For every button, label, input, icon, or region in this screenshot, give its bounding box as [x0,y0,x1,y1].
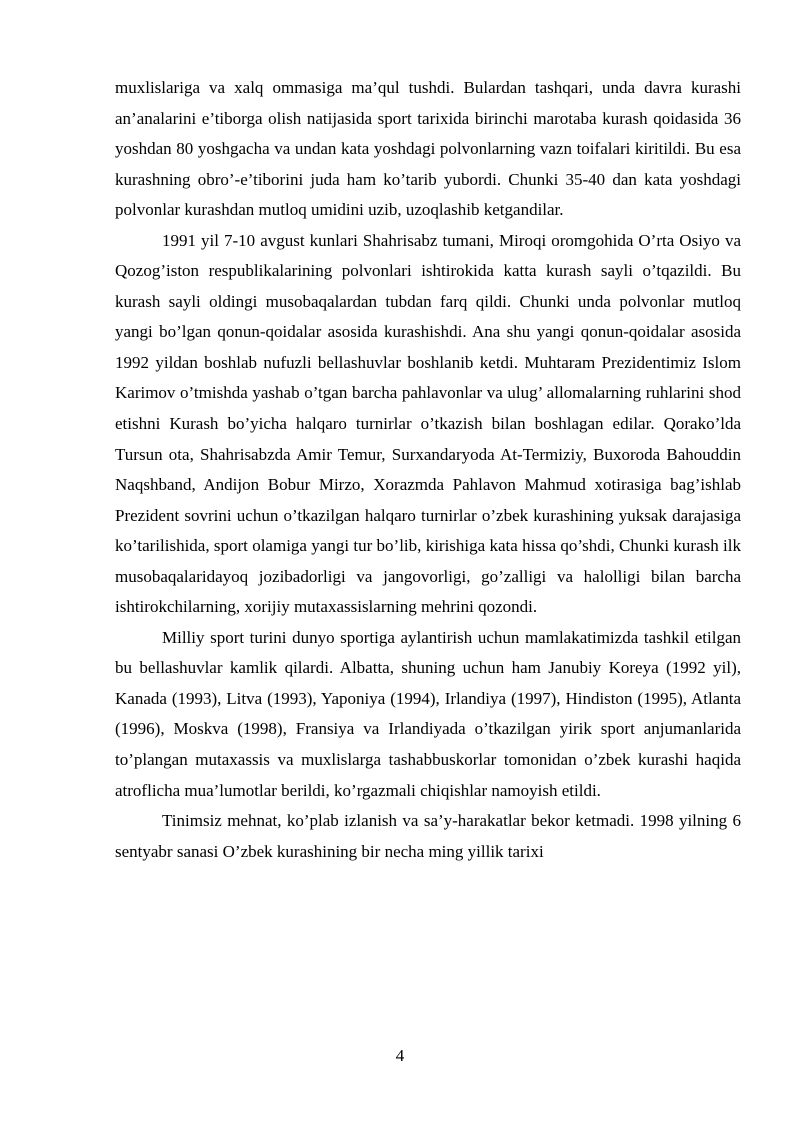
paragraph-3: Milliy sport turini dunyo sportiga aylantirish uchun mamlakatimizda tashkil etilgan bu bellashuvlar kamlik qilardi. Albatta, shuning uchun ham Janubiy Koreya (1992 yil), Kanada (1993), Litva (1993), Yaponiya (1994), Irlandiya (1997), Hindiston (1995), Atlanta (1996), Moskva (1998), Fransiya va Irlandiyada o’tkazilgan yirik sport anjumanlarida to’plangan mutaxassis va muxlislarga tashabbuskorlar tomonidan o’zbek kurashi haqida atroflicha mua’lumotlar berildi, ko’rgazmali chiqishlar namoyish etildi. [115,627,741,800]
page-number: 4 [395,1046,405,1065]
document-body [115,73,741,867]
paragraph-1: muxlislariga va xalq ommasiga ma’qul tushdi. Bulardan tashqari, unda davra kurashi an’analarini e’tiborga olish natijasida sport tarixida birinchi marotaba kurash qoidasida 36 yoshdan 80 yoshgacha va undan kata yoshdagi polvonlarning vazn toifalari kiritildi. Bu esa kurashning obro’-e’tiborini juda ham ko’tarib yubordi. Chunki 35-40 dan kata yoshdagi polvonlar kurashdan mutloq umidini uzib, uzoqlashib ketgandilar. [115,78,741,220]
paragraph-2: 1991 yil 7-10 avgust kunlari Shahrisabz tumani, Miroqi oromgohida O’rta Osiyo va Qozog’iston respublikalarining polvonlari ishtirokida katta kurash sayli o’tqazildi. Bu kurash sayli oldingi musobaqalardan tubdan farq qildi. Chunki unda polvonlar mutloq yangi bo’lgan qonun-qoidalar asosida kurashishdi. Ana shu yangi qonun-qoidalar asosida 1992 yildan boshlab nufuzli bellashuvlar boshlanib ketdi. Muhtaram Prezidentimiz Islom Karimov o’tmishda yashab o’tgan barcha pahlavonlar va ulug’ allomalarning ruhlarini shod etishni Kurash bo’yicha halqaro turnirlar o’tkazish bilan boshlagan edilar. Qorako’lda Tursun ota, Shahrisabzda Amir Temur, Surxandaryoda At-Termiziy, Buxoroda Bahouddin Naqshband, Andijon Bobur Mirzo, Xorazmda Pahlavon Mahmud xotirasiga bag’ishlab Prezident sovrini uchun o’tkazilgan halqaro turnirlar o’zbek kurashining yuksak darajasiga ko’tarilishida, sport olamiga yangi tur bo’lib, kirishiga kata hissa qo’shdi, Chunki kurash ilk musobaqalaridayoq jozibadorligi va jangovorligi, go’zalligi va halolligi bilan barcha ishtirokchilarning, xorijiy mutaxassislarning mehrini qozondi. [115,230,741,617]
paragraph-4: Tinimsiz mehnat, ko’plab izlanish va sa’y-harakatlar bekor ketmadi. 1998 yilning 6 sentyabr sanasi O’zbek kurashining bir necha ming yillik tarixi [115,811,741,861]
